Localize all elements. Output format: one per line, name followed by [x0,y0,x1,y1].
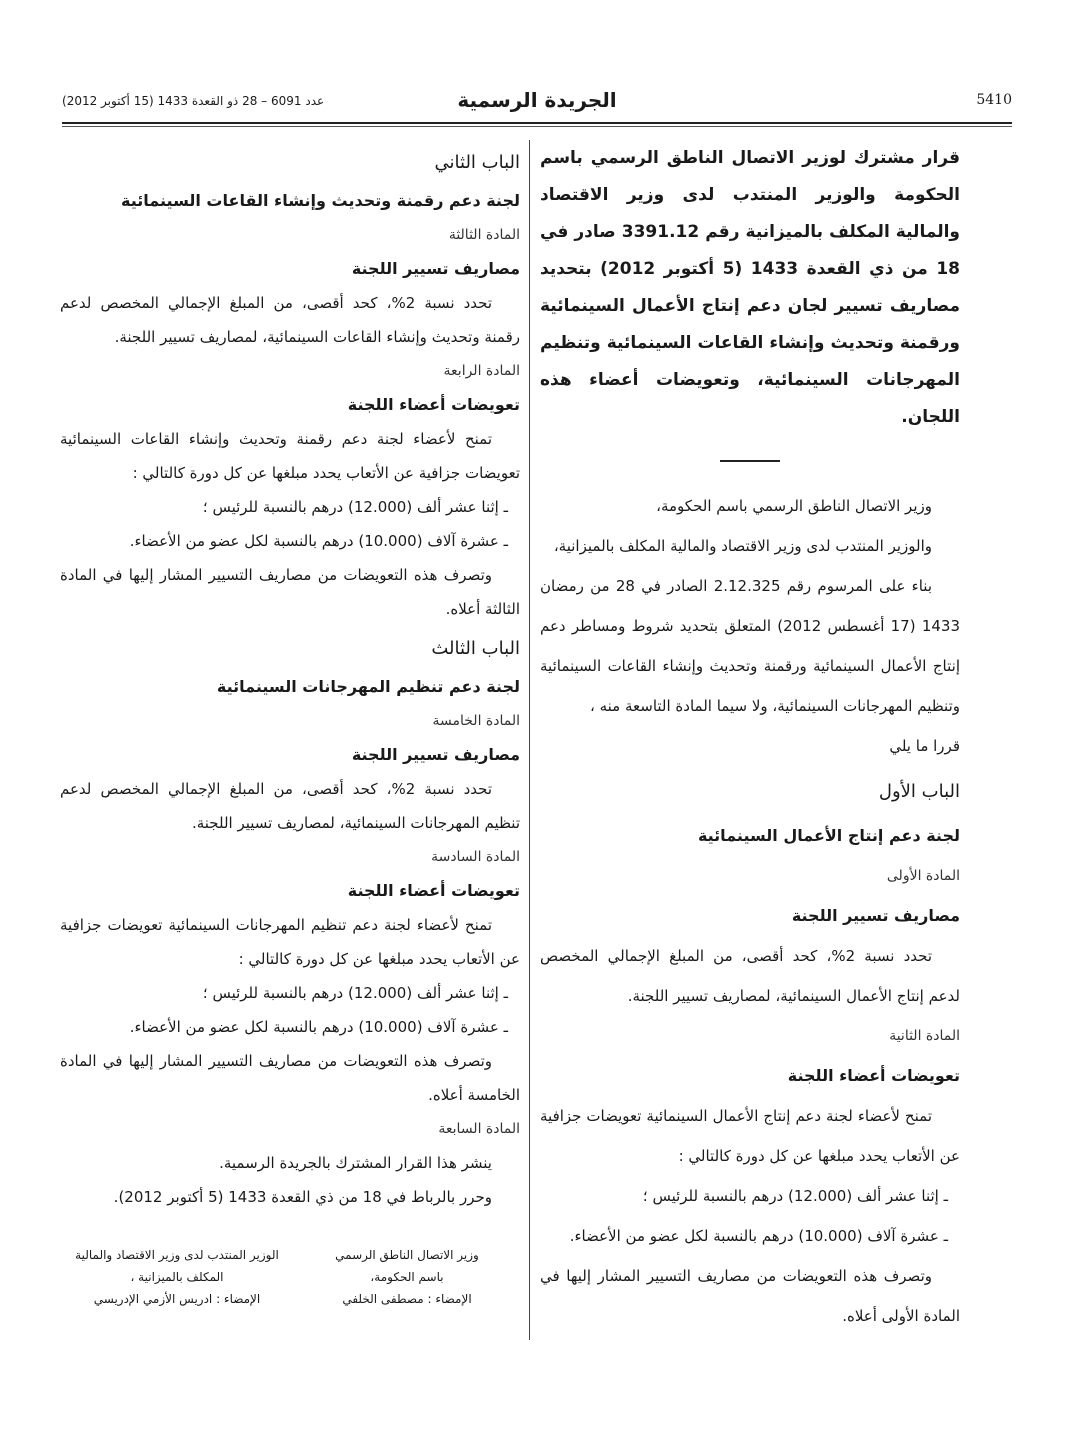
article-2-close: وتصرف هذه التعويضات من مصاريف التسيير المشار إليها في المادة الأولى أعلاه. [540,1267,960,1325]
committee-3-heading: لجنة دعم تنظيم المهرجانات السينمائية [216,677,520,696]
article-1-text: تحدد نسبة 2%، كحد أقصى، من المبلغ الإجمالي المخصص لدعم إنتاج الأعمال السينمائية، لمصاريف تسيير اللجنة. [540,947,960,1005]
article-4-heading: تعويضات أعضاء اللجنة [347,395,520,414]
article-7-label: المادة السابعة [438,1121,520,1137]
article-4-label: المادة الرابعة [443,363,520,379]
committee-2-heading: لجنة دعم رقمنة وتحديث وإنشاء القاعات السينمائية [121,191,520,210]
signatures [62,1244,512,1314]
article-2-heading: تعويضات أعضاء اللجنة [787,1066,960,1085]
article-5-text: تحدد نسبة 2%، كحد أقصى، من المبلغ الإجمالي المخصص لدعم تنظيم المهرجانات السينمائية، لمصاريف تسيير اللجنة. [60,780,520,832]
signature-minister-budget [72,1244,282,1310]
page-number: 5410 [976,92,1012,108]
article-4-text: تمنح لأعضاء لجنة دعم رقمنة وتحديث وإنشاء القاعات السينمائية تعويضات جزافية عن الأتعاب يحدد مبلغها عن كل دورة كالتالي : [60,430,520,482]
article-6-close: وتصرف هذه التعويضات من مصاريف التسيير المشار إليها في المادة الخامسة أعلاه. [60,1052,520,1104]
page-header [62,88,1012,116]
decided-line: قررا ما يلي [889,737,960,755]
sig2-line1: الوزير المنتدب لدى وزير الاقتصاد والمالية [75,1248,279,1262]
header-rule-thin [62,126,1012,127]
article-6-label: المادة السادسة [431,849,520,865]
sig1-line2: باسم الحكومة، [370,1270,444,1284]
article-6-item-1: ـ إثنا عشر ألف (12.000) درهم بالنسبة للرئيس ؛ [202,984,508,1002]
article-3-text: تحدد نسبة 2%، كحد أقصى، من المبلغ الإجمالي المخصص لدعم رقمنة وتحديث وإنشاء القاعات السينمائية، لمصاريف تسيير اللجنة. [60,294,520,346]
article-3-label: المادة الثالثة [448,227,520,243]
chapter-1-heading: الباب الأول [878,781,960,802]
article-7-text: ينشر هذا القرار المشترك بالجريدة الرسمية. [219,1154,492,1172]
issue-info: عدد 6091 – 28 ذو القعدة 1433 (15 أكتوبر 2012) [62,94,325,108]
gazette-title: الجريدة الرسمية [457,88,617,112]
article-4-item-1: ـ إثنا عشر ألف (12.000) درهم بالنسبة للرئيس ؛ [202,498,508,516]
article-5-heading: مصاريف تسيير اللجنة [351,745,520,764]
sig1-line1: وزير الاتصال الناطق الرسمي [335,1248,479,1262]
sig1-sign: الإمضاء : مصطفى الخلفي [342,1292,472,1306]
preamble: بناء على المرسوم رقم 2.12.325 الصادر في 28 من رمضان 1433 (17 أغسطس 2012) المتعلق بتحديد شروط ومساطر دعم إنتاج الأعمال السينمائية ورقمنة وتحديث وإنشاء القاعات السينمائية وتنظيم المهرجانات السينمائية، ولا سيما المادة التاسعة منه ، [540,577,960,715]
article-4-item-2: ـ عشرة آلاف (10.000) درهم بالنسبة لكل عضو من الأعضاء. [129,532,508,550]
header-rule [62,122,1012,124]
title-separator [720,460,780,462]
left-column [60,140,520,1214]
done-at-line: وحرر بالرباط في 18 من ذي القعدة 1433 (5 أكتوبر 2012). [113,1188,492,1206]
article-4-close: وتصرف هذه التعويضات من مصاريف التسيير المشار إليها في المادة الثالثة أعلاه. [60,566,520,618]
decree-title: قرار مشترك لوزير الاتصال الناطق الرسمي باسم الحكومة والوزير المنتدب لدى وزير الاقتصاد والمالية المكلف بالميزانية رقم 3391.12 صادر في 18 من ذي القعدة 1433 (5 أكتوبر 2012) بتحديد مصاريف تسيير لجان دعم إنتاج الأعمال السينمائية ورقمنة وتحديث وإنشاء القاعات السينمائية وتنظيم المهرجانات السينمائية، وتعويضات أعضاء هذه اللجان. [540,148,961,427]
committee-1-heading: لجنة دعم إنتاج الأعمال السينمائية [697,826,960,845]
chapter-2-heading: الباب الثاني [434,152,520,173]
article-2-item-1: ـ إثنا عشر ألف (12.000) درهم بالنسبة للرئيس ؛ [642,1187,948,1205]
article-6-item-2: ـ عشرة آلاف (10.000) درهم بالنسبة لكل عضو من الأعضاء. [129,1018,508,1036]
sig2-sign: الإمضاء : ادريس الأزمي الإدريسي [93,1292,261,1306]
article-2-text: تمنح لأعضاء لجنة دعم إنتاج الأعمال السينمائية تعويضات جزافية عن الأتعاب يحدد مبلغها عن كل دورة كالتالي : [540,1107,960,1165]
right-column [540,140,960,1336]
column-divider [529,140,530,1340]
chapter-3-heading: الباب الثالث [431,638,520,659]
article-1-label: المادة الأولى [886,868,960,884]
article-2-item-2: ـ عشرة آلاف (10.000) درهم بالنسبة لكل عضو من الأعضاء. [569,1227,948,1245]
article-6-text: تمنح لأعضاء لجنة دعم تنظيم المهرجانات السينمائية تعويضات جزافية عن الأتعاب يحدد مبلغها عن كل دورة كالتالي : [60,916,520,968]
minister2-line: والوزير المنتدب لدى وزير الاقتصاد والمالية المكلف بالميزانية، [553,537,932,555]
article-5-label: المادة الخامسة [432,713,520,729]
signature-minister-communication [302,1244,512,1310]
minister1-line: وزير الاتصال الناطق الرسمي باسم الحكومة، [656,497,932,515]
sig2-line2: المكلف بالميزانية ، [130,1270,224,1284]
article-6-heading: تعويضات أعضاء اللجنة [347,881,520,900]
article-2-label: المادة الثانية [889,1028,960,1044]
article-1-heading: مصاريف تسيير اللجنة [791,906,960,925]
article-3-heading: مصاريف تسيير اللجنة [351,259,520,278]
